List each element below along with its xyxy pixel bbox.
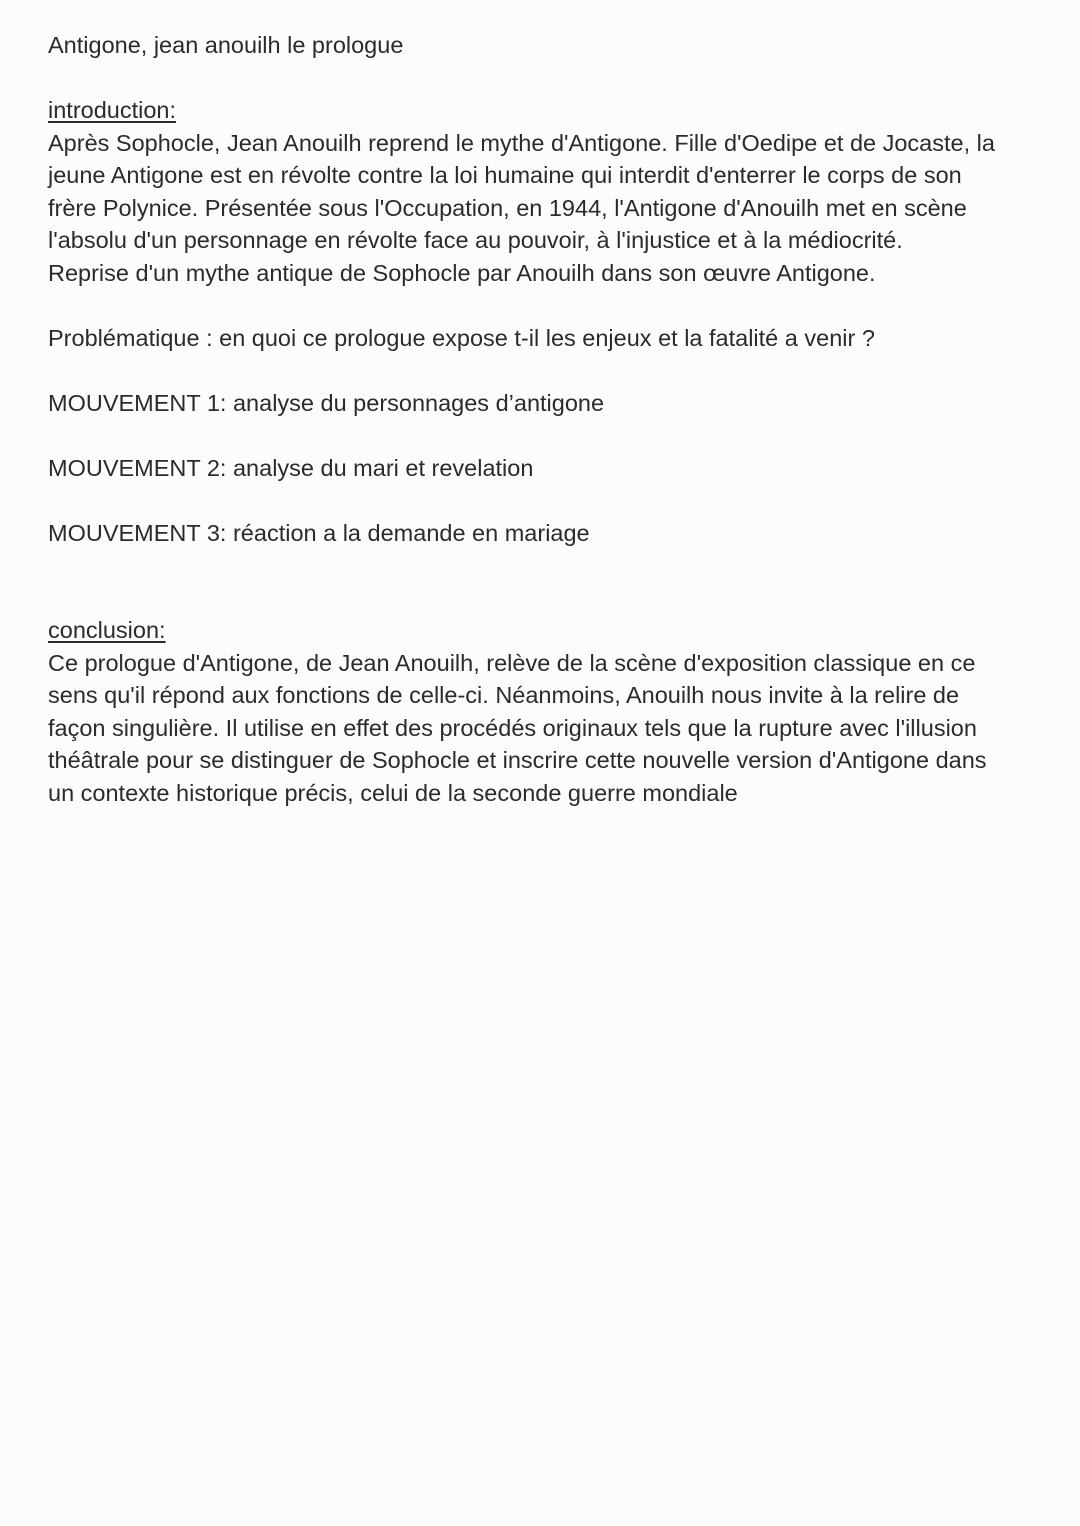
introduction-line: frère Polynice. Présentée sous l'Occupation, en 1944, l'Antigone d'Anouilh met en scène [48,194,967,221]
introduction-section [48,94,1038,289]
problematique: Problématique : en quoi ce prologue expose t-il les enjeux et la fatalité a venir ? [48,324,875,351]
document-page [48,29,1038,809]
conclusion-line: Ce prologue d'Antigone, de Jean Anouilh, relève de la scène d'exposition classique en ce [48,649,976,676]
introduction-line: Après Sophocle, Jean Anouilh reprend le mythe d'Antigone. Fille d'Oedipe et de Jocaste, la [48,129,995,156]
introduction-line: Reprise d'un mythe antique de Sophocle par Anouilh dans son œuvre Antigone. [48,259,876,286]
introduction-line: jeune Antigone est en révolte contre la loi humaine qui interdit d'enterrer le corps de son [48,162,962,188]
spacer [48,62,1038,95]
spacer [48,549,1038,614]
mouvement-2: MOUVEMENT 2: analyse du mari et revelation [48,454,534,481]
conclusion-line: sens qu'il répond aux fonctions de celle-ci. Néanmoins, Anouilh nous invite à la relire de [48,682,960,708]
conclusion-heading: conclusion: [48,617,166,643]
mouvement-1: MOUVEMENT 1: analyse du personnages d’antigone [48,389,605,416]
conclusion-line: un contexte historique précis, celui de la seconde guerre mondiale [48,779,738,806]
introduction-line: l'absolu d'un personnage en révolte face au pouvoir, à l'injustice et à la médiocrité. [48,227,903,253]
mouvement-3: MOUVEMENT 3: réaction a la demande en mariage [48,519,590,546]
spacer [48,289,1038,322]
conclusion-line: théâtrale pour se distinguer de Sophocle et inscrire cette nouvelle version d'Antigone dans [48,747,987,773]
spacer [48,419,1038,452]
spacer [48,354,1038,387]
conclusion-section [48,614,1038,809]
conclusion-line: façon singulière. Il utilise en effet des procédés originaux tels que la rupture avec l'illusion [48,714,977,741]
introduction-heading: introduction: [48,97,177,123]
spacer [48,484,1038,517]
document-title: Antigone, jean anouilh le prologue [48,32,404,58]
